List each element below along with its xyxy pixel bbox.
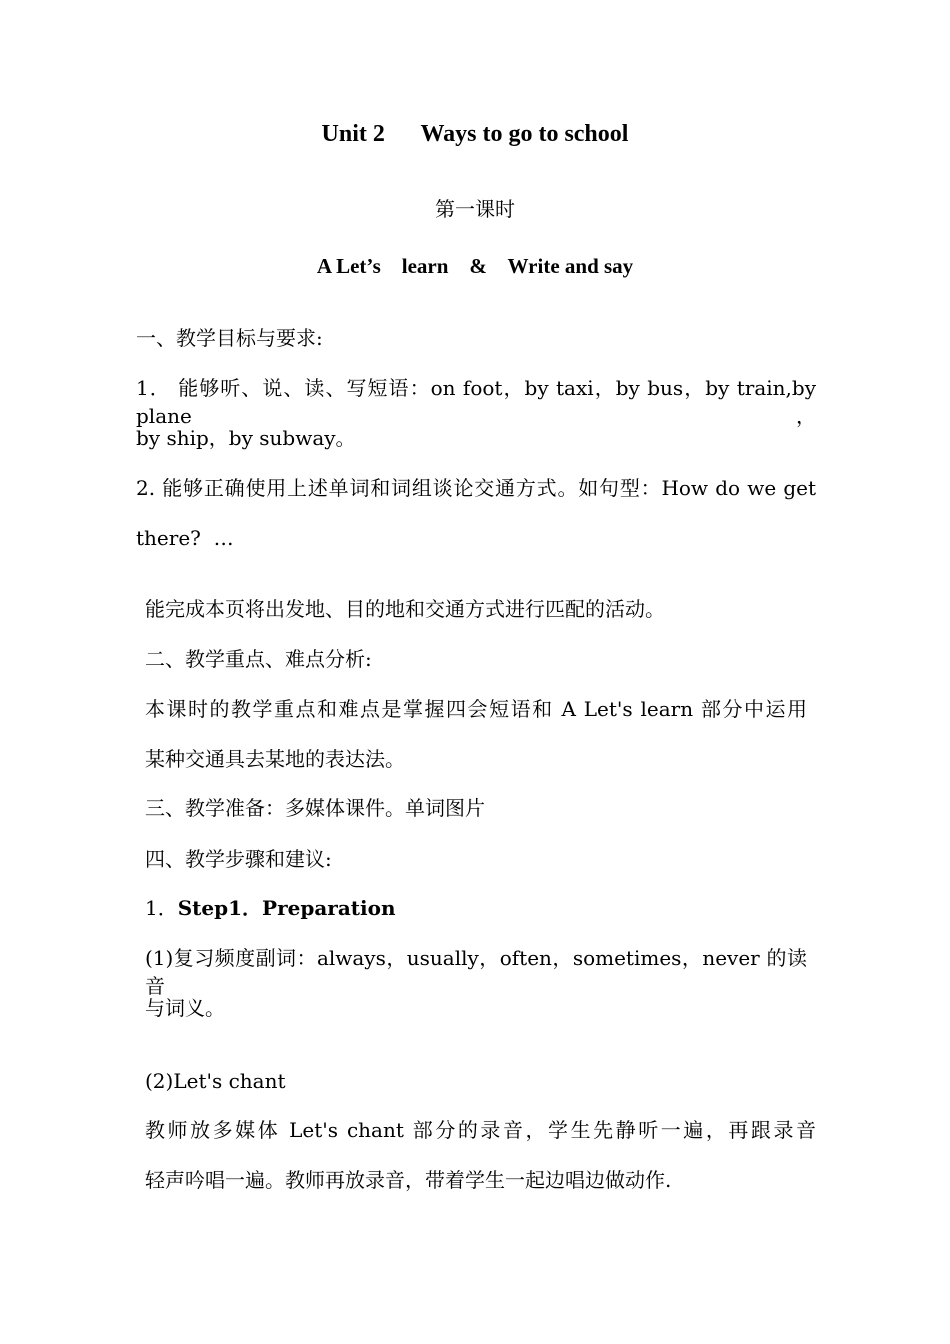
preparation-line: 三、教学准备：多媒体课件。单词图片 [145,796,485,820]
objective-3: 能完成本页将出发地、目的地和交通方式进行匹配的活动。 [145,597,665,621]
step1-item2-line-1: 教师放多媒体 Let's chant 部分的录音，学生先静听一遍，再跟录音 [145,1118,816,1142]
step1-item2-line-2: 轻声吟唱一遍。教师再放录音，带着学生一起边唱边做动作. [145,1168,672,1192]
keypoints-heading: 二、教学重点、难点分析: [145,647,372,671]
objective-2-line-1: 2. 能够正确使用上述单词和词组谈论交通方式。如句型：How do we get [136,476,816,500]
objectives-heading: 一、教学目标与要求: [136,326,323,350]
objective-1-line-1: 1． 能够听、说、读、写短语：on foot，by taxi，by bus，by train,by plane， [136,376,816,428]
keypoints-line-1: 本课时的教学重点和难点是掌握四会短语和 A Let's learn 部分中运用 [145,697,807,721]
lesson-label: 第一课时 [435,197,515,221]
page-title: Unit 2 Ways to go to school [321,121,629,147]
step1-heading [145,894,396,922]
section-title: A Let’s learn & Write and say [316,254,634,278]
objective-1-line-2: by ship，by subway。 [136,426,356,450]
keypoints-line-2: 某种交通具去某地的表达法。 [145,747,405,771]
step1-number: 1． [145,896,178,920]
step1-item2-title: (2)Let's chant [145,1069,286,1093]
step1-item1-line-1: (1)复习频度副词：always，usually，often，sometimes，never 的读音 [145,946,807,998]
steps-heading: 四、教学步骤和建议: [145,847,332,871]
objective-2-line-2: there? … [136,526,234,550]
step1-item1-line-2: 与词义。 [145,996,225,1020]
step1-title: Step1．Preparation [177,896,396,920]
